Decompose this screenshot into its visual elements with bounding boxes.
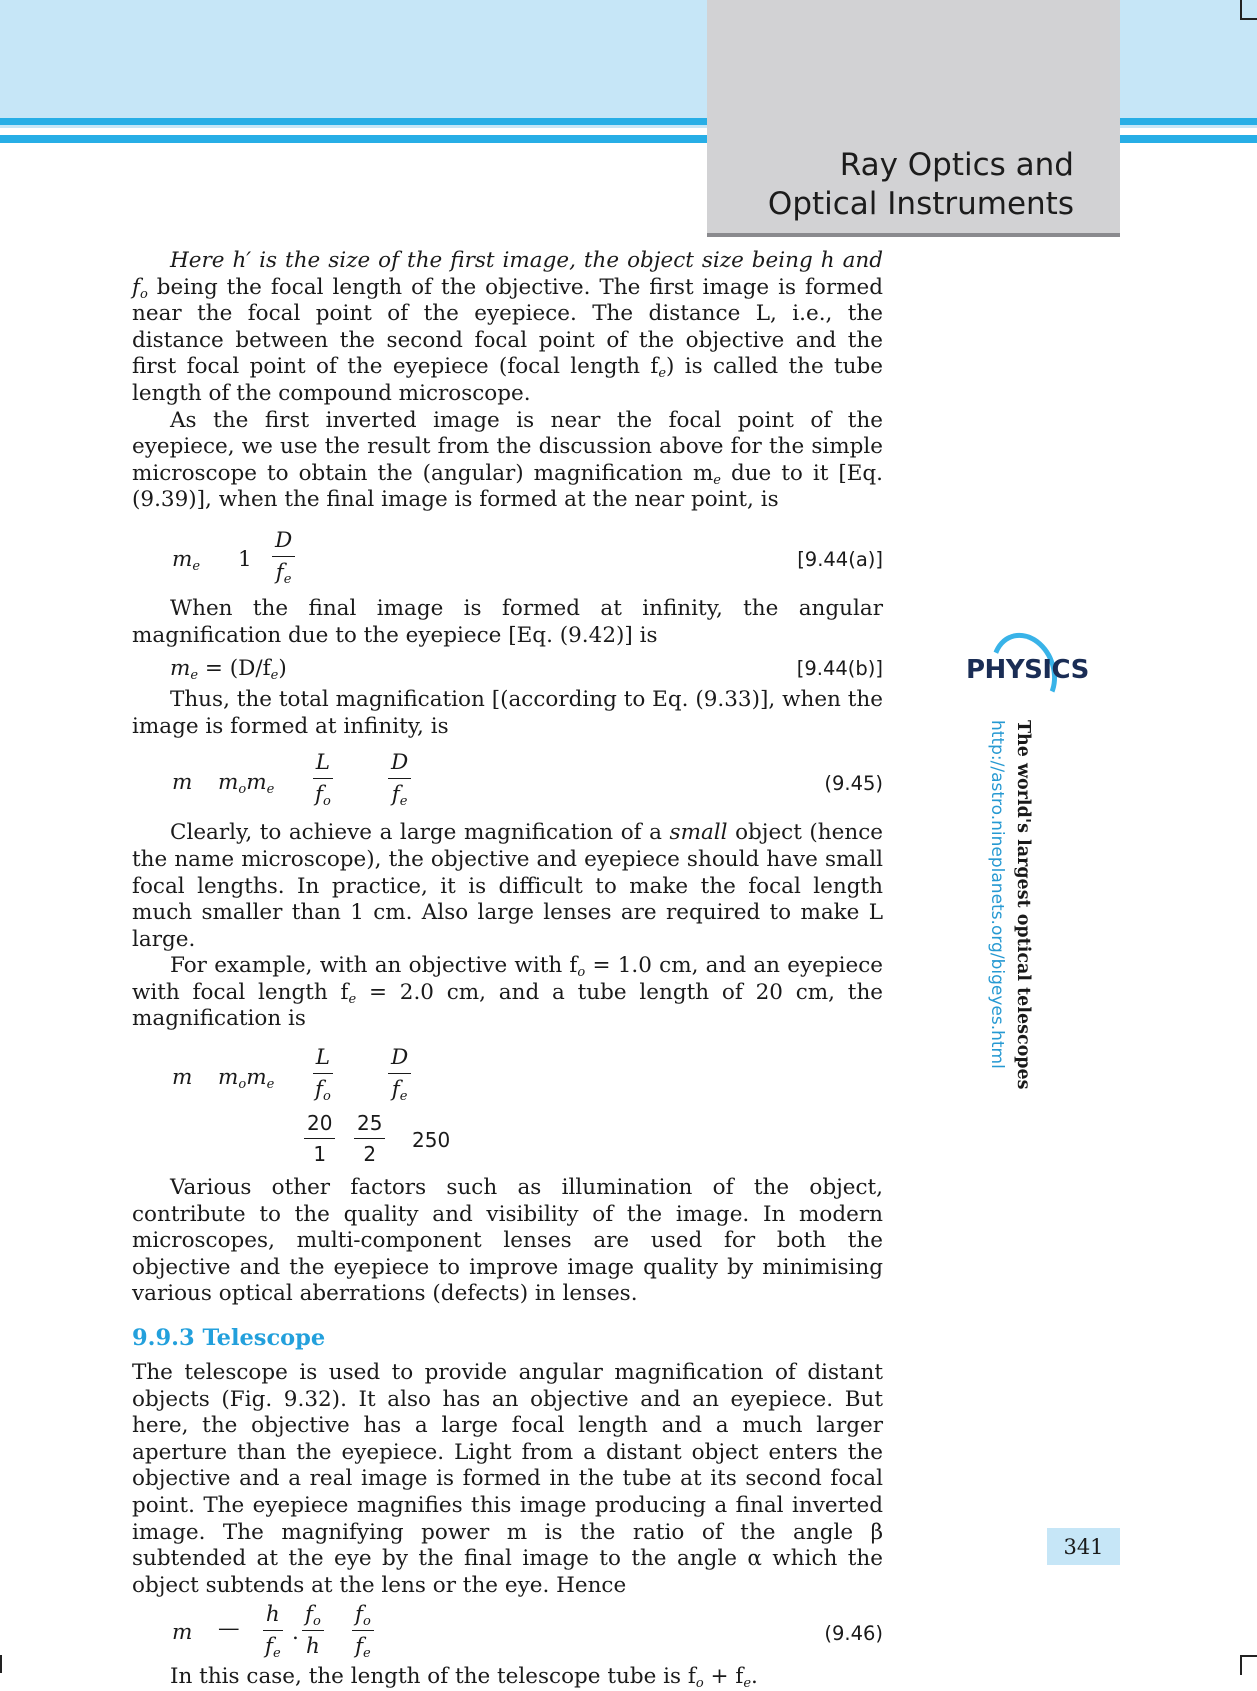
paragraph: As the first inverted image is near the focal point of the eyepiece, we use the result from the discussion above for the simple microscope to obtain the (angular) magnification $m_e$ due to it [Eq. (9.39)], when the final image is formed at the near point, is	[132, 407, 884, 513]
equation-example: m $m_om_e$ $\frac{L}{f_o}$ $\frac{D}{f_e}$ $\frac{20}{1}$ $\frac{25}{2}$ 250	[172, 1045, 451, 1167]
paragraph: The telescope is used to provide angular magnification of distant objects (Fig. 9.32). It also has an objective and an eyepiece. But here, the objective has a large focal length and a much larger aperture than the eyepiece. Light from a distant object enters the objective and a real image is formed in the tube at its second focal point. The eyepiece magnifies this image producing a final inverted image. The magnifying power m is the ratio of the angle β subtended at the eye by the final image to the angle α which the object subtends at the lens or the eye. Hence	[132, 1360, 883, 1598]
chapter-title: Ray Optics and Optical Instruments	[767, 147, 1074, 222]
equation-9-46: m — $\frac{h}{f_e}$ . $\frac{f_o}{h}$ $\frac{f_o}{f_e}$ (9.46)	[172, 1602, 883, 1662]
paragraph: Various other factors such as illumination of the object, contribute to the quality and visibility of the image. In modern microscopes, multi-component lenses are used for both the objective and the eyepiece to improve image quality by minimising various optical aberrations (defects) in lenses.	[132, 1175, 883, 1307]
crop-mark	[0, 1655, 2, 1673]
page-content	[132, 248, 883, 1691]
equation-9-44b: $m_e = (D/f_e)$ [9.44(b)]	[170, 656, 883, 684]
paragraph: For example, with an objective with $f_o = 1.0$ cm, and an eyepiece with focal length $f_e = 2.0$ cm, and a tube length of 20 cm, the magnification is	[132, 953, 884, 1032]
crop-mark	[1240, 1655, 1257, 1675]
physics-logo: PHYSICS	[966, 655, 1089, 685]
paragraph: In this case, the length of the telescope tube is $f_o + f_e$.	[170, 1664, 758, 1691]
page-number: 341	[1047, 1528, 1120, 1565]
paragraph: Thus, the total magnification [(according to Eq. (9.33)], when the image is formed at infinity, is	[132, 687, 883, 739]
sidebar-link[interactable]: http://astro.nineplanets.org/bigeyes.html	[987, 720, 1007, 1069]
chapter-title-box	[707, 0, 1120, 237]
equation-9-44a: $m_e$ 1 $\frac{D}{f_e}$ [9.44(a)]	[172, 527, 883, 587]
paragraph: Clearly, to achieve a large magnification of a small object (hence the name microscope), the objective and eyepiece should have small focal lengths. In practice, it is difficult to make the focal length much smaller than 1 cm. Also large lenses are required to make L large.	[132, 820, 883, 952]
paragraph: Here h′ is the size of the first image, the object size being h and $f_o$ being the focal length of the objective. The first image is formed near the focal point of the eyepiece. The distance L, i.e., the distance between the second focal point of the objective and the first focal point of the eyepiece (focal length $f_e$) is called the tube length of the compound microscope.	[132, 248, 883, 406]
equation-9-45: m $m_om_e$ $\frac{L}{f_o}$ $\frac{D}{f_e}$ (9.45)	[172, 750, 883, 810]
section-heading: 9.9.3 Telescope	[132, 1325, 326, 1352]
paragraph: When the final image is formed at infinity, the angular magnification due to the eyepiece [Eq. (9.42)] is	[132, 595, 883, 648]
crop-mark	[1240, 0, 1257, 20]
sidebar-caption: The world's largest optical telescopes	[1013, 720, 1033, 1090]
